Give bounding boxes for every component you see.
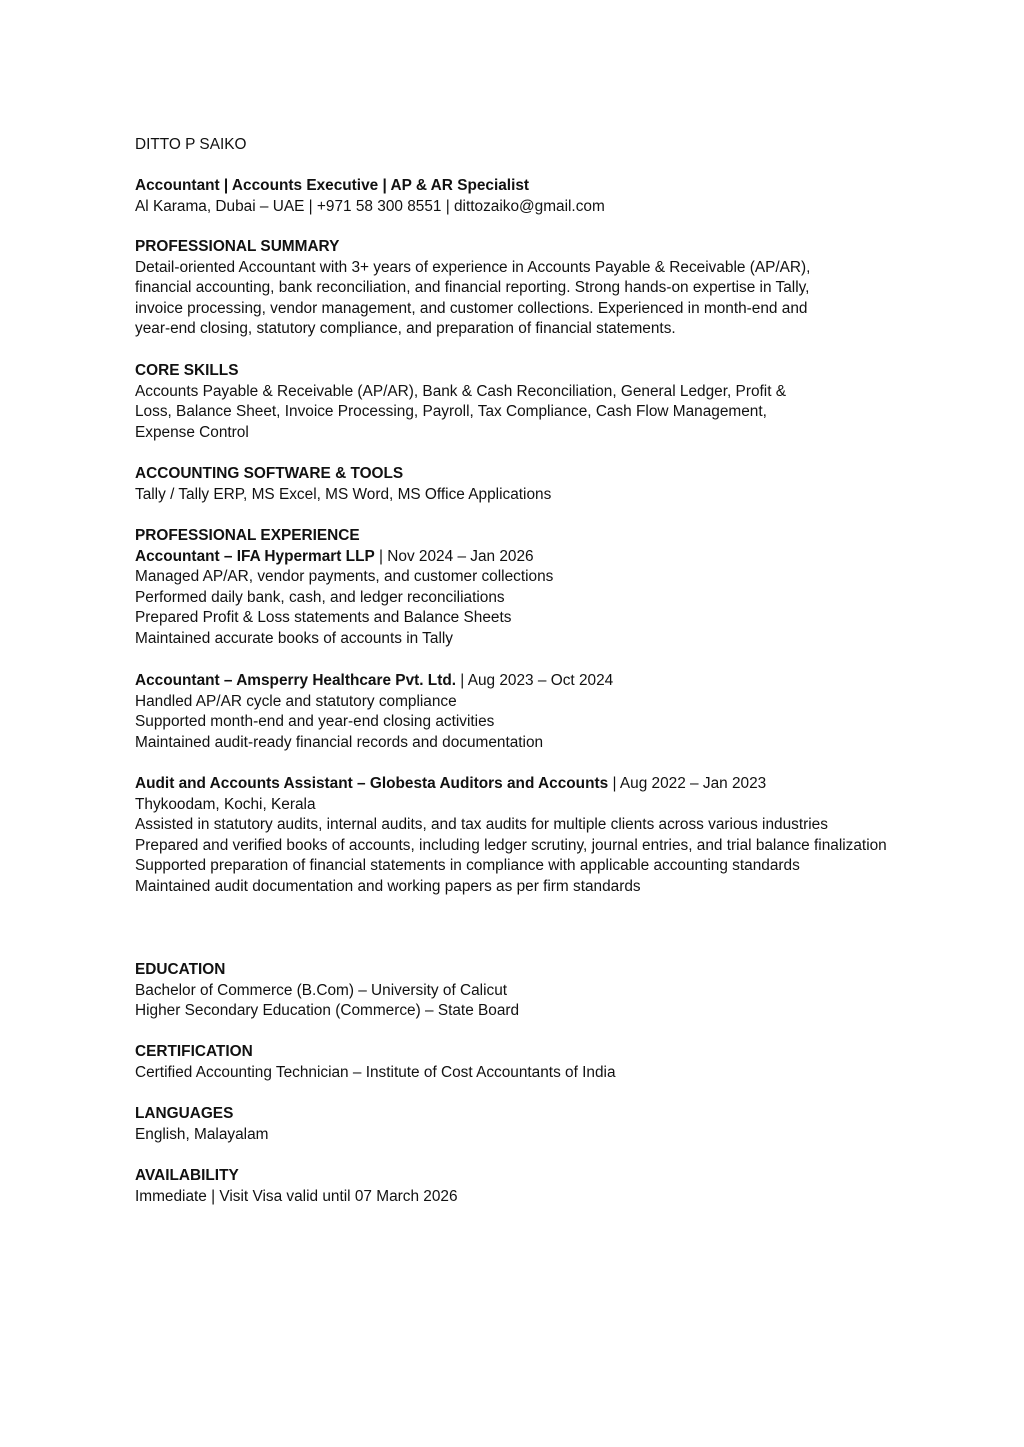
- summary-section: [135, 237, 895, 340]
- skills-line: Loss, Balance Sheet, Invoice Processing, Payroll, Tax Compliance, Cash Flow Management,: [135, 403, 767, 421]
- summary-line: financial accounting, bank reconciliation, and financial reporting. Strong hands-on expertise in Tally,: [135, 279, 810, 297]
- summary-line: invoice processing, vendor management, and customer collections. Experienced in month-end and: [135, 299, 808, 317]
- job-dates: | Aug 2022 – Jan 2023: [608, 775, 767, 792]
- languages-list: English, Malayalam: [135, 1125, 269, 1143]
- availability-text: Immediate | Visit Visa valid until 07 March 2026: [135, 1187, 458, 1205]
- job-dates: | Nov 2024 – Jan 2026: [374, 547, 534, 565]
- job-bullet: Maintained audit documentation and working papers as per firm standards: [135, 877, 641, 895]
- job-location: Thykoodam, Kochi, Kerala: [135, 795, 316, 813]
- job-bullet: Handled AP/AR cycle and statutory compliance: [135, 692, 457, 710]
- summary-line: year-end closing, statutory compliance, and preparation of financial statements.: [135, 320, 676, 338]
- summary-line: Detail-oriented Accountant with 3+ years of experience in Accounts Payable & Receivable (AP/AR),: [135, 258, 811, 276]
- skills-line: Expense Control: [135, 423, 249, 441]
- candidate-name: DITTO P SAIKO: [135, 136, 247, 153]
- contact-block: [135, 176, 895, 217]
- software-list: Tally / Tally ERP, MS Excel, MS Word, MS Office Applications: [135, 485, 552, 503]
- resume-header: [135, 135, 895, 156]
- languages-section: [135, 1104, 895, 1145]
- job-bullet: Managed AP/AR, vendor payments, and customer collections: [135, 568, 554, 586]
- section-heading: CORE SKILLS: [135, 362, 239, 379]
- section-heading: LANGUAGES: [135, 1105, 234, 1122]
- section-heading: ACCOUNTING SOFTWARE & TOOLS: [135, 465, 404, 482]
- software-section: [135, 464, 895, 505]
- contact-info: Al Karama, Dubai – UAE | +971 58 300 8551 | dittozaiko@gmail.com: [135, 197, 605, 215]
- job-title: Audit and Accounts Assistant – Globesta Auditors and Accounts: [135, 775, 609, 792]
- job-bullet: Maintained accurate books of accounts in Tally: [135, 629, 453, 647]
- job-header: [135, 547, 895, 568]
- headline: Accountant | Accounts Executive | AP & AR Specialist: [135, 177, 530, 194]
- job-dates: | Aug 2023 – Oct 2024: [456, 672, 614, 689]
- certification-section: [135, 1042, 895, 1083]
- section-heading: EDUCATION: [135, 961, 226, 978]
- job-3: [135, 774, 895, 898]
- education-section: [135, 960, 895, 1022]
- section-heading: PROFESSIONAL EXPERIENCE: [135, 527, 360, 544]
- job-bullet: Assisted in statutory audits, internal audits, and tax audits for multiple clients across various industries: [135, 816, 828, 834]
- education-item: Bachelor of Commerce (B.Com) – University of Calicut: [135, 981, 508, 999]
- job-title: Accountant – IFA Hypermart LLP: [135, 547, 375, 565]
- experience-section: [135, 526, 895, 650]
- skills-section: [135, 361, 895, 443]
- education-item: Higher Secondary Education (Commerce) – State Board: [135, 1002, 520, 1020]
- section-heading: AVAILABILITY: [135, 1167, 239, 1184]
- job-bullet: Supported month-end and year-end closing activities: [135, 713, 495, 731]
- job-bullet: Maintained audit-ready financial records and documentation: [135, 733, 544, 751]
- job-2: [135, 671, 895, 753]
- section-heading: PROFESSIONAL SUMMARY: [135, 238, 340, 255]
- job-bullet: Performed daily bank, cash, and ledger reconciliations: [135, 588, 505, 606]
- skills-line: Accounts Payable & Receivable (AP/AR), Bank & Cash Reconciliation, General Ledger, Profit &: [135, 382, 787, 400]
- job-bullet: Prepared Profit & Loss statements and Balance Sheets: [135, 609, 512, 627]
- job-title: Accountant – Amsperry Healthcare Pvt. Ltd.: [135, 672, 457, 689]
- availability-section: [135, 1166, 895, 1207]
- job-bullet: Supported preparation of financial statements in compliance with applicable accounting standards: [135, 857, 800, 875]
- section-heading: CERTIFICATION: [135, 1043, 253, 1060]
- job-header: [135, 671, 895, 692]
- certification-item: Certified Accounting Technician – Institute of Cost Accountants of India: [135, 1063, 616, 1081]
- job-header: [135, 774, 895, 795]
- job-bullet: Prepared and verified books of accounts, including ledger scrutiny, journal entries, and trial balance finalization: [135, 836, 887, 854]
